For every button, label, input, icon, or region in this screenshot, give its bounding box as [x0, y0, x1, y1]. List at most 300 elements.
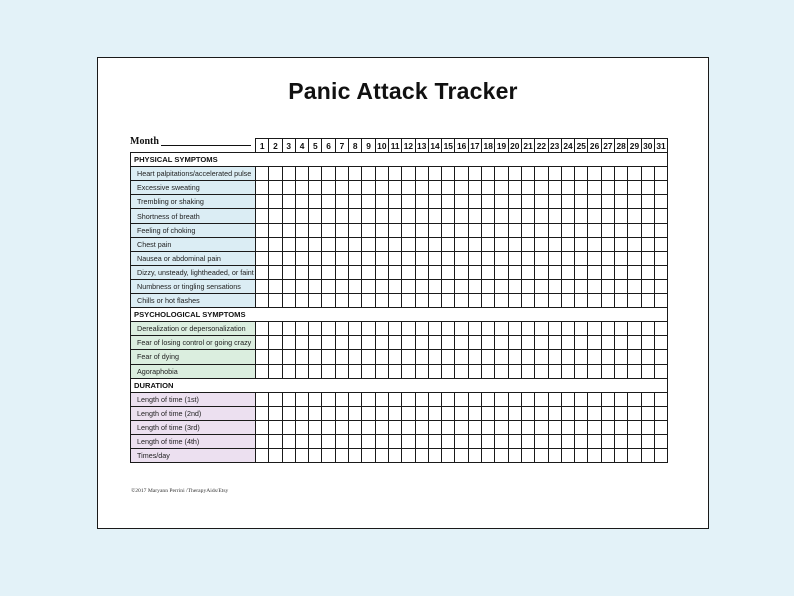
day-checkbox-cell[interactable] — [641, 364, 654, 378]
day-checkbox-cell[interactable] — [588, 322, 601, 336]
day-checkbox-cell[interactable] — [495, 265, 508, 279]
day-checkbox-cell[interactable] — [269, 195, 282, 209]
day-checkbox-cell[interactable] — [256, 420, 269, 434]
day-checkbox-cell[interactable] — [402, 167, 415, 181]
day-checkbox-cell[interactable] — [309, 279, 322, 293]
day-checkbox-cell[interactable] — [495, 350, 508, 364]
day-checkbox-cell[interactable] — [335, 251, 348, 265]
day-checkbox-cell[interactable] — [455, 265, 468, 279]
day-checkbox-cell[interactable] — [362, 392, 375, 406]
day-checkbox-cell[interactable] — [349, 195, 362, 209]
day-checkbox-cell[interactable] — [335, 167, 348, 181]
day-checkbox-cell[interactable] — [588, 195, 601, 209]
day-checkbox-cell[interactable] — [548, 167, 561, 181]
day-checkbox-cell[interactable] — [641, 251, 654, 265]
day-checkbox-cell[interactable] — [349, 364, 362, 378]
day-checkbox-cell[interactable] — [654, 420, 667, 434]
day-checkbox-cell[interactable] — [615, 167, 628, 181]
day-checkbox-cell[interactable] — [455, 167, 468, 181]
day-checkbox-cell[interactable] — [402, 406, 415, 420]
day-checkbox-cell[interactable] — [428, 265, 441, 279]
day-checkbox-cell[interactable] — [269, 364, 282, 378]
day-checkbox-cell[interactable] — [388, 322, 401, 336]
day-checkbox-cell[interactable] — [548, 181, 561, 195]
day-checkbox-cell[interactable] — [535, 251, 548, 265]
day-checkbox-cell[interactable] — [322, 294, 335, 308]
day-checkbox-cell[interactable] — [415, 364, 428, 378]
day-checkbox-cell[interactable] — [282, 294, 295, 308]
day-checkbox-cell[interactable] — [521, 449, 534, 463]
day-checkbox-cell[interactable] — [548, 279, 561, 293]
day-checkbox-cell[interactable] — [628, 420, 641, 434]
day-checkbox-cell[interactable] — [322, 420, 335, 434]
day-checkbox-cell[interactable] — [628, 322, 641, 336]
day-checkbox-cell[interactable] — [601, 265, 614, 279]
day-checkbox-cell[interactable] — [349, 434, 362, 448]
day-checkbox-cell[interactable] — [375, 434, 388, 448]
day-checkbox-cell[interactable] — [482, 195, 495, 209]
day-checkbox-cell[interactable] — [601, 364, 614, 378]
day-checkbox-cell[interactable] — [615, 350, 628, 364]
day-checkbox-cell[interactable] — [309, 336, 322, 350]
day-checkbox-cell[interactable] — [495, 364, 508, 378]
day-checkbox-cell[interactable] — [295, 167, 308, 181]
day-checkbox-cell[interactable] — [375, 364, 388, 378]
day-checkbox-cell[interactable] — [468, 336, 481, 350]
day-checkbox-cell[interactable] — [375, 181, 388, 195]
day-checkbox-cell[interactable] — [575, 237, 588, 251]
day-checkbox-cell[interactable] — [295, 294, 308, 308]
day-checkbox-cell[interactable] — [455, 420, 468, 434]
day-checkbox-cell[interactable] — [535, 223, 548, 237]
day-checkbox-cell[interactable] — [295, 350, 308, 364]
day-checkbox-cell[interactable] — [442, 195, 455, 209]
day-checkbox-cell[interactable] — [269, 251, 282, 265]
day-checkbox-cell[interactable] — [641, 279, 654, 293]
day-checkbox-cell[interactable] — [375, 449, 388, 463]
day-checkbox-cell[interactable] — [282, 350, 295, 364]
day-checkbox-cell[interactable] — [428, 350, 441, 364]
day-checkbox-cell[interactable] — [282, 223, 295, 237]
day-checkbox-cell[interactable] — [349, 223, 362, 237]
day-checkbox-cell[interactable] — [601, 195, 614, 209]
day-checkbox-cell[interactable] — [468, 167, 481, 181]
day-checkbox-cell[interactable] — [654, 336, 667, 350]
day-checkbox-cell[interactable] — [309, 237, 322, 251]
day-checkbox-cell[interactable] — [428, 181, 441, 195]
day-checkbox-cell[interactable] — [455, 449, 468, 463]
day-checkbox-cell[interactable] — [375, 350, 388, 364]
day-checkbox-cell[interactable] — [375, 195, 388, 209]
day-checkbox-cell[interactable] — [309, 223, 322, 237]
day-checkbox-cell[interactable] — [349, 251, 362, 265]
day-checkbox-cell[interactable] — [362, 406, 375, 420]
day-checkbox-cell[interactable] — [442, 294, 455, 308]
day-checkbox-cell[interactable] — [282, 237, 295, 251]
day-checkbox-cell[interactable] — [388, 167, 401, 181]
day-checkbox-cell[interactable] — [375, 279, 388, 293]
day-checkbox-cell[interactable] — [269, 322, 282, 336]
day-checkbox-cell[interactable] — [322, 223, 335, 237]
day-checkbox-cell[interactable] — [322, 406, 335, 420]
day-checkbox-cell[interactable] — [455, 251, 468, 265]
day-checkbox-cell[interactable] — [535, 181, 548, 195]
day-checkbox-cell[interactable] — [588, 167, 601, 181]
day-checkbox-cell[interactable] — [521, 322, 534, 336]
day-checkbox-cell[interactable] — [482, 294, 495, 308]
day-checkbox-cell[interactable] — [322, 195, 335, 209]
day-checkbox-cell[interactable] — [256, 322, 269, 336]
day-checkbox-cell[interactable] — [362, 279, 375, 293]
day-checkbox-cell[interactable] — [641, 322, 654, 336]
day-checkbox-cell[interactable] — [508, 251, 521, 265]
day-checkbox-cell[interactable] — [575, 449, 588, 463]
day-checkbox-cell[interactable] — [615, 420, 628, 434]
day-checkbox-cell[interactable] — [362, 350, 375, 364]
day-checkbox-cell[interactable] — [468, 449, 481, 463]
day-checkbox-cell[interactable] — [561, 237, 574, 251]
day-checkbox-cell[interactable] — [628, 237, 641, 251]
day-checkbox-cell[interactable] — [282, 392, 295, 406]
day-checkbox-cell[interactable] — [495, 167, 508, 181]
day-checkbox-cell[interactable] — [654, 392, 667, 406]
day-checkbox-cell[interactable] — [256, 434, 269, 448]
day-checkbox-cell[interactable] — [349, 265, 362, 279]
day-checkbox-cell[interactable] — [349, 181, 362, 195]
day-checkbox-cell[interactable] — [548, 237, 561, 251]
day-checkbox-cell[interactable] — [256, 279, 269, 293]
day-checkbox-cell[interactable] — [349, 237, 362, 251]
day-checkbox-cell[interactable] — [269, 420, 282, 434]
day-checkbox-cell[interactable] — [654, 251, 667, 265]
day-checkbox-cell[interactable] — [269, 350, 282, 364]
day-checkbox-cell[interactable] — [654, 181, 667, 195]
day-checkbox-cell[interactable] — [575, 420, 588, 434]
day-checkbox-cell[interactable] — [495, 449, 508, 463]
day-checkbox-cell[interactable] — [575, 181, 588, 195]
day-checkbox-cell[interactable] — [654, 350, 667, 364]
day-checkbox-cell[interactable] — [601, 223, 614, 237]
day-checkbox-cell[interactable] — [495, 279, 508, 293]
day-checkbox-cell[interactable] — [442, 265, 455, 279]
day-checkbox-cell[interactable] — [375, 251, 388, 265]
day-checkbox-cell[interactable] — [402, 223, 415, 237]
day-checkbox-cell[interactable] — [256, 167, 269, 181]
day-checkbox-cell[interactable] — [295, 434, 308, 448]
day-checkbox-cell[interactable] — [269, 265, 282, 279]
day-checkbox-cell[interactable] — [269, 336, 282, 350]
day-checkbox-cell[interactable] — [415, 237, 428, 251]
day-checkbox-cell[interactable] — [415, 350, 428, 364]
day-checkbox-cell[interactable] — [508, 265, 521, 279]
day-checkbox-cell[interactable] — [362, 336, 375, 350]
day-checkbox-cell[interactable] — [482, 392, 495, 406]
day-checkbox-cell[interactable] — [468, 181, 481, 195]
day-checkbox-cell[interactable] — [561, 167, 574, 181]
day-checkbox-cell[interactable] — [468, 209, 481, 223]
day-checkbox-cell[interactable] — [362, 449, 375, 463]
day-checkbox-cell[interactable] — [521, 279, 534, 293]
day-checkbox-cell[interactable] — [269, 294, 282, 308]
day-checkbox-cell[interactable] — [455, 195, 468, 209]
day-checkbox-cell[interactable] — [415, 406, 428, 420]
day-checkbox-cell[interactable] — [641, 237, 654, 251]
day-checkbox-cell[interactable] — [641, 336, 654, 350]
day-checkbox-cell[interactable] — [615, 336, 628, 350]
day-checkbox-cell[interactable] — [309, 434, 322, 448]
day-checkbox-cell[interactable] — [468, 350, 481, 364]
day-checkbox-cell[interactable] — [482, 364, 495, 378]
day-checkbox-cell[interactable] — [521, 251, 534, 265]
day-checkbox-cell[interactable] — [548, 265, 561, 279]
day-checkbox-cell[interactable] — [428, 195, 441, 209]
day-checkbox-cell[interactable] — [256, 364, 269, 378]
day-checkbox-cell[interactable] — [495, 223, 508, 237]
day-checkbox-cell[interactable] — [482, 449, 495, 463]
day-checkbox-cell[interactable] — [601, 434, 614, 448]
day-checkbox-cell[interactable] — [295, 336, 308, 350]
day-checkbox-cell[interactable] — [349, 350, 362, 364]
day-checkbox-cell[interactable] — [615, 434, 628, 448]
day-checkbox-cell[interactable] — [561, 195, 574, 209]
day-checkbox-cell[interactable] — [349, 322, 362, 336]
day-checkbox-cell[interactable] — [654, 265, 667, 279]
day-checkbox-cell[interactable] — [561, 279, 574, 293]
day-checkbox-cell[interactable] — [402, 279, 415, 293]
day-checkbox-cell[interactable] — [561, 265, 574, 279]
day-checkbox-cell[interactable] — [654, 223, 667, 237]
day-checkbox-cell[interactable] — [615, 223, 628, 237]
day-checkbox-cell[interactable] — [641, 223, 654, 237]
day-checkbox-cell[interactable] — [309, 251, 322, 265]
day-checkbox-cell[interactable] — [601, 181, 614, 195]
day-checkbox-cell[interactable] — [615, 364, 628, 378]
day-checkbox-cell[interactable] — [535, 209, 548, 223]
day-checkbox-cell[interactable] — [322, 364, 335, 378]
day-checkbox-cell[interactable] — [535, 434, 548, 448]
day-checkbox-cell[interactable] — [641, 350, 654, 364]
day-checkbox-cell[interactable] — [641, 167, 654, 181]
day-checkbox-cell[interactable] — [482, 181, 495, 195]
day-checkbox-cell[interactable] — [388, 181, 401, 195]
day-checkbox-cell[interactable] — [269, 237, 282, 251]
day-checkbox-cell[interactable] — [521, 223, 534, 237]
day-checkbox-cell[interactable] — [362, 265, 375, 279]
day-checkbox-cell[interactable] — [428, 279, 441, 293]
day-checkbox-cell[interactable] — [468, 279, 481, 293]
day-checkbox-cell[interactable] — [535, 406, 548, 420]
day-checkbox-cell[interactable] — [335, 392, 348, 406]
day-checkbox-cell[interactable] — [495, 336, 508, 350]
day-checkbox-cell[interactable] — [588, 420, 601, 434]
day-checkbox-cell[interactable] — [388, 195, 401, 209]
day-checkbox-cell[interactable] — [388, 209, 401, 223]
day-checkbox-cell[interactable] — [335, 209, 348, 223]
day-checkbox-cell[interactable] — [615, 322, 628, 336]
day-checkbox-cell[interactable] — [455, 392, 468, 406]
day-checkbox-cell[interactable] — [322, 279, 335, 293]
day-checkbox-cell[interactable] — [615, 279, 628, 293]
day-checkbox-cell[interactable] — [415, 265, 428, 279]
day-checkbox-cell[interactable] — [269, 167, 282, 181]
day-checkbox-cell[interactable] — [482, 209, 495, 223]
day-checkbox-cell[interactable] — [335, 434, 348, 448]
day-checkbox-cell[interactable] — [415, 449, 428, 463]
day-checkbox-cell[interactable] — [561, 434, 574, 448]
day-checkbox-cell[interactable] — [415, 392, 428, 406]
day-checkbox-cell[interactable] — [615, 251, 628, 265]
day-checkbox-cell[interactable] — [295, 364, 308, 378]
day-checkbox-cell[interactable] — [561, 294, 574, 308]
day-checkbox-cell[interactable] — [415, 279, 428, 293]
day-checkbox-cell[interactable] — [495, 209, 508, 223]
day-checkbox-cell[interactable] — [428, 449, 441, 463]
day-checkbox-cell[interactable] — [428, 406, 441, 420]
day-checkbox-cell[interactable] — [402, 251, 415, 265]
day-checkbox-cell[interactable] — [402, 420, 415, 434]
day-checkbox-cell[interactable] — [588, 279, 601, 293]
day-checkbox-cell[interactable] — [654, 195, 667, 209]
day-checkbox-cell[interactable] — [535, 294, 548, 308]
day-checkbox-cell[interactable] — [588, 406, 601, 420]
day-checkbox-cell[interactable] — [415, 181, 428, 195]
day-checkbox-cell[interactable] — [521, 209, 534, 223]
day-checkbox-cell[interactable] — [615, 294, 628, 308]
day-checkbox-cell[interactable] — [535, 265, 548, 279]
day-checkbox-cell[interactable] — [495, 420, 508, 434]
day-checkbox-cell[interactable] — [588, 350, 601, 364]
day-checkbox-cell[interactable] — [561, 223, 574, 237]
day-checkbox-cell[interactable] — [362, 237, 375, 251]
day-checkbox-cell[interactable] — [521, 392, 534, 406]
day-checkbox-cell[interactable] — [601, 420, 614, 434]
day-checkbox-cell[interactable] — [335, 195, 348, 209]
day-checkbox-cell[interactable] — [521, 406, 534, 420]
day-checkbox-cell[interactable] — [601, 392, 614, 406]
day-checkbox-cell[interactable] — [388, 223, 401, 237]
day-checkbox-cell[interactable] — [508, 167, 521, 181]
day-checkbox-cell[interactable] — [322, 350, 335, 364]
day-checkbox-cell[interactable] — [388, 449, 401, 463]
day-checkbox-cell[interactable] — [362, 364, 375, 378]
day-checkbox-cell[interactable] — [548, 434, 561, 448]
day-checkbox-cell[interactable] — [388, 392, 401, 406]
day-checkbox-cell[interactable] — [295, 322, 308, 336]
day-checkbox-cell[interactable] — [561, 406, 574, 420]
day-checkbox-cell[interactable] — [628, 195, 641, 209]
day-checkbox-cell[interactable] — [442, 449, 455, 463]
day-checkbox-cell[interactable] — [362, 294, 375, 308]
day-checkbox-cell[interactable] — [282, 434, 295, 448]
day-checkbox-cell[interactable] — [442, 251, 455, 265]
day-checkbox-cell[interactable] — [256, 392, 269, 406]
day-checkbox-cell[interactable] — [309, 350, 322, 364]
day-checkbox-cell[interactable] — [442, 322, 455, 336]
day-checkbox-cell[interactable] — [508, 279, 521, 293]
day-checkbox-cell[interactable] — [535, 167, 548, 181]
day-checkbox-cell[interactable] — [508, 223, 521, 237]
day-checkbox-cell[interactable] — [548, 195, 561, 209]
day-checkbox-cell[interactable] — [295, 237, 308, 251]
day-checkbox-cell[interactable] — [256, 350, 269, 364]
day-checkbox-cell[interactable] — [282, 167, 295, 181]
day-checkbox-cell[interactable] — [388, 420, 401, 434]
day-checkbox-cell[interactable] — [468, 223, 481, 237]
day-checkbox-cell[interactable] — [335, 449, 348, 463]
day-checkbox-cell[interactable] — [575, 336, 588, 350]
day-checkbox-cell[interactable] — [295, 279, 308, 293]
day-checkbox-cell[interactable] — [415, 223, 428, 237]
day-checkbox-cell[interactable] — [482, 279, 495, 293]
day-checkbox-cell[interactable] — [468, 406, 481, 420]
day-checkbox-cell[interactable] — [508, 237, 521, 251]
day-checkbox-cell[interactable] — [455, 223, 468, 237]
day-checkbox-cell[interactable] — [309, 420, 322, 434]
day-checkbox-cell[interactable] — [628, 336, 641, 350]
day-checkbox-cell[interactable] — [468, 392, 481, 406]
day-checkbox-cell[interactable] — [548, 209, 561, 223]
day-checkbox-cell[interactable] — [362, 223, 375, 237]
day-checkbox-cell[interactable] — [535, 336, 548, 350]
day-checkbox-cell[interactable] — [654, 167, 667, 181]
day-checkbox-cell[interactable] — [628, 449, 641, 463]
day-checkbox-cell[interactable] — [455, 181, 468, 195]
day-checkbox-cell[interactable] — [521, 265, 534, 279]
day-checkbox-cell[interactable] — [508, 406, 521, 420]
day-checkbox-cell[interactable] — [455, 322, 468, 336]
day-checkbox-cell[interactable] — [455, 336, 468, 350]
day-checkbox-cell[interactable] — [428, 322, 441, 336]
day-checkbox-cell[interactable] — [615, 392, 628, 406]
day-checkbox-cell[interactable] — [508, 195, 521, 209]
day-checkbox-cell[interactable] — [521, 336, 534, 350]
day-checkbox-cell[interactable] — [575, 322, 588, 336]
day-checkbox-cell[interactable] — [601, 251, 614, 265]
day-checkbox-cell[interactable] — [521, 350, 534, 364]
day-checkbox-cell[interactable] — [415, 195, 428, 209]
day-checkbox-cell[interactable] — [322, 251, 335, 265]
day-checkbox-cell[interactable] — [428, 223, 441, 237]
day-checkbox-cell[interactable] — [628, 279, 641, 293]
day-checkbox-cell[interactable] — [428, 336, 441, 350]
day-checkbox-cell[interactable] — [588, 336, 601, 350]
day-checkbox-cell[interactable] — [442, 364, 455, 378]
day-checkbox-cell[interactable] — [349, 336, 362, 350]
day-checkbox-cell[interactable] — [335, 237, 348, 251]
day-checkbox-cell[interactable] — [335, 420, 348, 434]
day-checkbox-cell[interactable] — [588, 434, 601, 448]
day-checkbox-cell[interactable] — [349, 406, 362, 420]
day-checkbox-cell[interactable] — [548, 294, 561, 308]
day-checkbox-cell[interactable] — [335, 294, 348, 308]
day-checkbox-cell[interactable] — [415, 294, 428, 308]
day-checkbox-cell[interactable] — [415, 336, 428, 350]
day-checkbox-cell[interactable] — [654, 449, 667, 463]
day-checkbox-cell[interactable] — [468, 251, 481, 265]
day-checkbox-cell[interactable] — [495, 195, 508, 209]
day-checkbox-cell[interactable] — [282, 420, 295, 434]
day-checkbox-cell[interactable] — [349, 449, 362, 463]
day-checkbox-cell[interactable] — [322, 449, 335, 463]
day-checkbox-cell[interactable] — [402, 434, 415, 448]
day-checkbox-cell[interactable] — [588, 223, 601, 237]
day-checkbox-cell[interactable] — [269, 181, 282, 195]
day-checkbox-cell[interactable] — [322, 181, 335, 195]
day-checkbox-cell[interactable] — [561, 350, 574, 364]
day-checkbox-cell[interactable] — [256, 294, 269, 308]
day-checkbox-cell[interactable] — [269, 223, 282, 237]
day-checkbox-cell[interactable] — [615, 449, 628, 463]
